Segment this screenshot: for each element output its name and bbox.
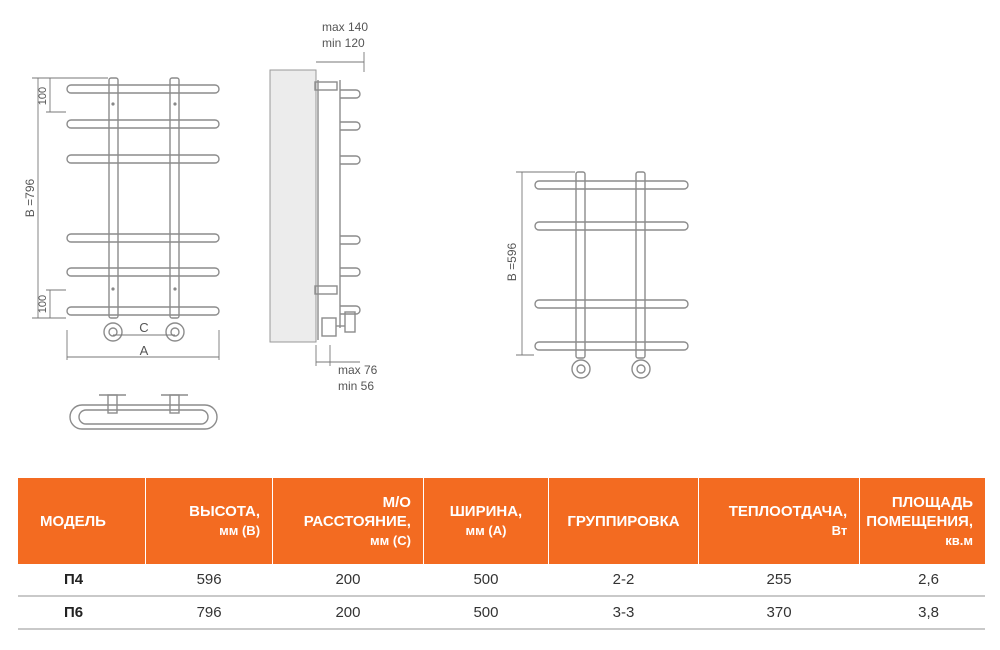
side-bottom-max-label: max 76 bbox=[338, 363, 378, 377]
width-label: A bbox=[139, 343, 149, 358]
table-row bbox=[18, 596, 985, 629]
cell-center-distance: 200 bbox=[273, 596, 424, 629]
table-row bbox=[18, 564, 985, 596]
cell-grouping: 3-3 bbox=[549, 596, 699, 629]
front-height-dim-label: B =796 bbox=[23, 178, 37, 218]
small-height-dim-label: B =596 bbox=[505, 242, 519, 282]
side-top-max-label: max 140 bbox=[322, 20, 369, 34]
cell-room-area: 3,8 bbox=[860, 596, 985, 629]
cell-heat-output: 255 bbox=[698, 564, 859, 596]
side-view-drawing bbox=[270, 52, 364, 366]
cell-room-area: 2,6 bbox=[860, 564, 985, 596]
header-center-distance: М/О РАССТОЯНИЕ, мм (С) bbox=[273, 478, 424, 564]
front-view-drawing bbox=[32, 78, 219, 360]
cell-heat-output: 370 bbox=[698, 596, 859, 629]
front-top-step-label: 100 bbox=[37, 86, 49, 106]
cell-width: 500 bbox=[423, 596, 548, 629]
small-model-drawing bbox=[516, 172, 688, 378]
specs-table bbox=[18, 478, 985, 630]
header-room-area: ПЛОЩАДЬ ПОМЕЩЕНИЯ, кв.м bbox=[860, 478, 985, 564]
cell-center-distance: 200 bbox=[273, 564, 424, 596]
cell-height: 596 bbox=[146, 564, 273, 596]
cell-width: 500 bbox=[423, 564, 548, 596]
header-model: МОДЕЛЬ bbox=[18, 478, 146, 564]
header-heat-output: ТЕПЛООТДАЧА, Вт bbox=[698, 478, 859, 564]
center-distance-label: C bbox=[139, 320, 149, 335]
cell-grouping: 2-2 bbox=[549, 564, 699, 596]
side-top-min-label: min 120 bbox=[322, 36, 365, 50]
header-grouping: ГРУППИРОВКА bbox=[549, 478, 699, 564]
header-height: ВЫСОТА, мм (В) bbox=[146, 478, 273, 564]
cell-model: П6 bbox=[18, 596, 146, 629]
front-bottom-step-label: 100 bbox=[37, 294, 49, 314]
cell-height: 796 bbox=[146, 596, 273, 629]
side-bottom-min-label: min 56 bbox=[338, 379, 375, 393]
cell-model: П4 bbox=[18, 564, 146, 596]
specs-header-row bbox=[18, 478, 985, 564]
top-view-drawing bbox=[70, 395, 217, 429]
header-width: ШИРИНА, мм (А) bbox=[423, 478, 548, 564]
